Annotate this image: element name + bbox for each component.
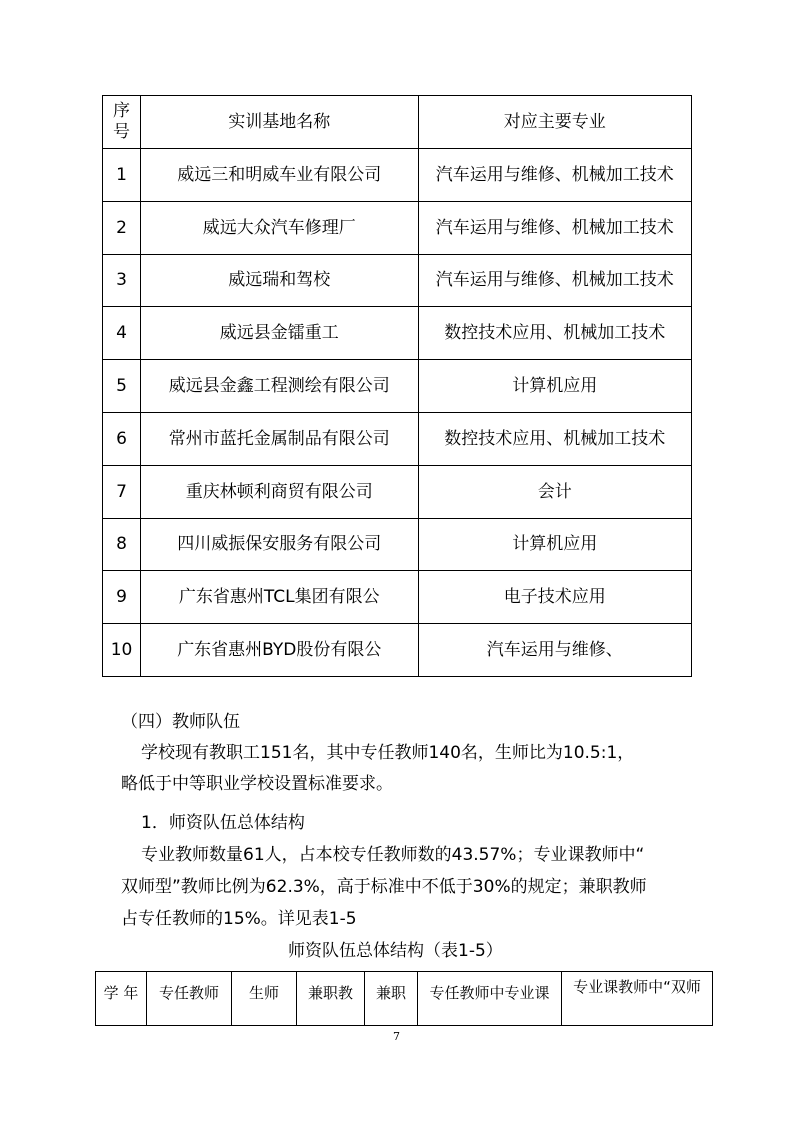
header-dual-teacher: 专业课教师中“双师 (562, 972, 713, 1026)
paragraph-1-line-2: 略低于中等职业学校设置标准要求。 (121, 774, 393, 794)
table-row (103, 149, 692, 202)
row-index: 5 (103, 360, 141, 413)
subheading: 1．师资队伍总体结构 (141, 813, 305, 833)
header-year: 学 年 (96, 972, 147, 1026)
paragraph-2-line-1: 专业教师数量61人，占本校专任教师数的43.57%；专业课教师中“ (141, 845, 645, 865)
row-major: 计算机应用 (418, 518, 691, 571)
section-heading: （四）教师队伍 (121, 712, 240, 732)
row-major: 数控技术应用、机械加工技术 (418, 412, 691, 465)
table-row (103, 201, 692, 254)
header-parttime-teachers: 兼职教 (297, 972, 365, 1026)
teacher-structure-table (95, 971, 713, 1026)
row-base-name: 威远三和明威车业有限公司 (141, 149, 418, 202)
row-index: 7 (103, 465, 141, 518)
row-major: 汽车运用与维修、机械加工技术 (418, 149, 691, 202)
row-base-name: 广东省惠州BYD股份有限公 (141, 624, 418, 677)
header-major-course: 专任教师中专业课 (418, 972, 562, 1026)
row-major: 数控技术应用、机械加工技术 (418, 307, 691, 360)
header-parttime: 兼职 (365, 972, 418, 1026)
training-base-table (102, 95, 692, 677)
table-header-row (96, 972, 713, 1026)
table-row (103, 412, 692, 465)
header-major: 对应主要专业 (418, 96, 691, 149)
row-major: 汽车运用与维修、机械加工技术 (418, 254, 691, 307)
table-row (103, 624, 692, 677)
row-index: 9 (103, 571, 141, 624)
row-major: 会计 (418, 465, 691, 518)
table-header-row (103, 96, 692, 149)
header-fulltime-teachers: 专任教师 (147, 972, 232, 1026)
table-row (103, 465, 692, 518)
row-index: 1 (103, 149, 141, 202)
table-row (103, 518, 692, 571)
table-row (103, 307, 692, 360)
paragraph-2-line-2: 双师型”教师比例为62.3%，高于标准中不低于30%的规定；兼职教师 (121, 877, 647, 897)
row-base-name: 常州市蓝托金属制品有限公司 (141, 412, 418, 465)
row-base-name: 威远瑞和驾校 (141, 254, 418, 307)
row-base-name: 威远大众汽车修理厂 (141, 201, 418, 254)
row-index: 2 (103, 201, 141, 254)
table-caption: 师资队伍总体结构（表1-5） (288, 941, 503, 961)
row-base-name: 威远县金镭重工 (141, 307, 418, 360)
row-base-name: 四川威振保安服务有限公司 (141, 518, 418, 571)
table-row (103, 254, 692, 307)
row-base-name: 重庆林顿利商贸有限公司 (141, 465, 418, 518)
page-number: 7 (393, 1030, 400, 1043)
row-index: 3 (103, 254, 141, 307)
row-major: 汽车运用与维修、机械加工技术 (418, 201, 691, 254)
row-index: 4 (103, 307, 141, 360)
table-row (103, 571, 692, 624)
row-base-name: 广东省惠州TCL集团有限公 (141, 571, 418, 624)
paragraph-2-line-3: 占专任教师的15%。详见表1-5 (121, 909, 357, 929)
row-major: 电子技术应用 (418, 571, 691, 624)
header-index: 序号 (103, 96, 141, 149)
table-row (103, 360, 692, 413)
row-index: 10 (103, 624, 141, 677)
row-base-name: 威远县金鑫工程测绘有限公司 (141, 360, 418, 413)
header-base-name: 实训基地名称 (141, 96, 418, 149)
header-student-teacher: 生师 (232, 972, 297, 1026)
row-major: 汽车运用与维修、 (418, 624, 691, 677)
paragraph-1-line-1: 学校现有教职工151名，其中专任教师140名，生师比为10.5:1， (141, 743, 635, 763)
row-index: 6 (103, 412, 141, 465)
row-major: 计算机应用 (418, 360, 691, 413)
row-index: 8 (103, 518, 141, 571)
